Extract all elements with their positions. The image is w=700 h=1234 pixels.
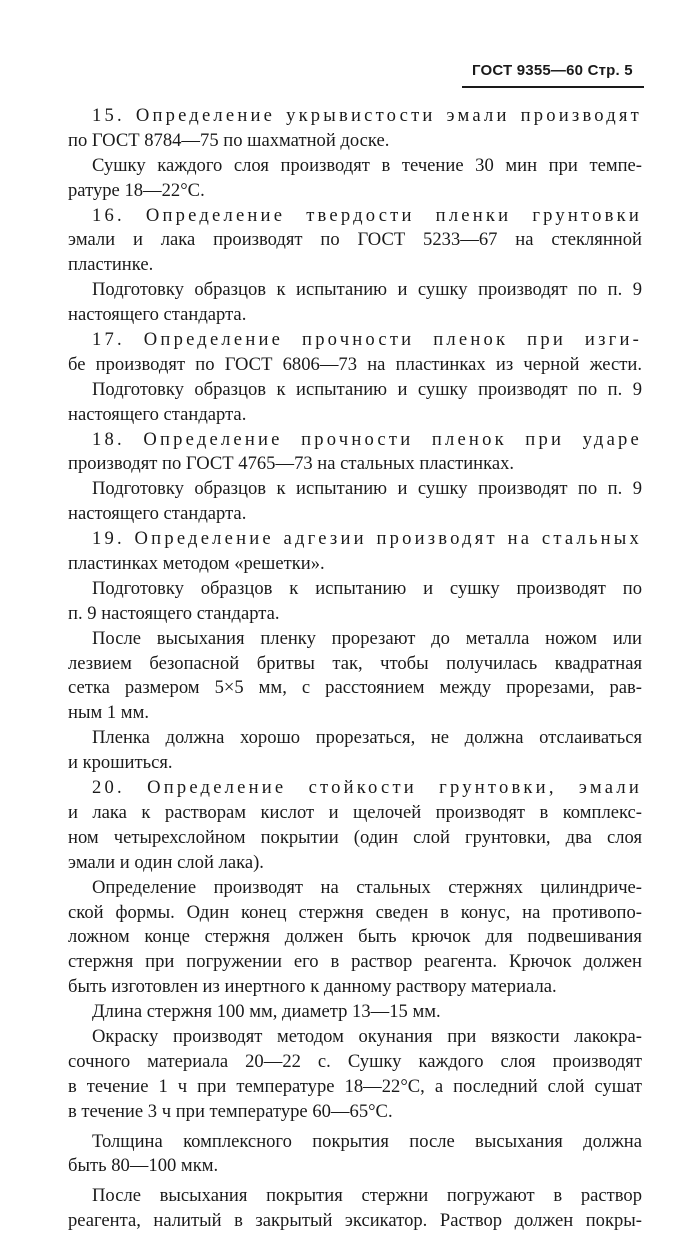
text-line: ратуре 18—22°С. [68, 179, 205, 201]
text-line: в течение 3 ч при температуре 60—65°С. [68, 1100, 393, 1122]
text-line: Длина стержня 100 мм, диаметр 13—15 мм. [92, 1001, 441, 1023]
text-line: пластинке. [68, 254, 154, 276]
text-line: Определение производят на стальных стержнях цилиндриче- [92, 876, 642, 898]
text-line: эмали и один слой лака). [68, 851, 264, 873]
text-line: реагента, налитый в закрытый эксикатор. Раствор должен покры- [68, 1210, 642, 1232]
text-line: быть изготовлен из инертного к данному раствору материала. [68, 976, 557, 998]
text-line: 16. Определение твердости пленки грунтовки [92, 204, 642, 226]
text-line: и лака к растворам кислот и щелочей производят в комплекс- [68, 801, 642, 823]
text-line: пластинках методом «решетки». [68, 553, 325, 575]
text-line: Подготовку образцов к испытанию и сушку производят по [92, 577, 642, 599]
text-line: 19. Определение адгезии производят на стальных [92, 528, 642, 550]
text-line: ложном конце стержня должен быть крючок для подвешивания [68, 926, 642, 948]
text-line: Подготовку образцов к испытанию и сушку производят по п. 9 [92, 378, 642, 400]
text-line: ской формы. Один конец стержня сведен в конус, на противопо- [68, 901, 642, 923]
text-line: ном четырехслойном покрытии (один слой грунтовки, два слоя [68, 826, 642, 848]
text-line: ным 1 мм. [68, 702, 149, 724]
text-line: стержня при погружении его в раствор реагента. Крючок должен [68, 951, 642, 973]
text-line: бе производят по ГОСТ 6806—73 на пластинках из черной жести. [68, 353, 642, 375]
header-rule [462, 86, 644, 88]
text-line: Сушку каждого слоя производят в течение 30 мин при темпе- [92, 154, 642, 176]
text-line: Пленка должна хорошо прорезаться, не должна отслаиваться [92, 727, 642, 749]
text-line: настоящего стандарта. [68, 503, 247, 525]
text-line: лезвием безопасной бритвы так, чтобы получилась квадратная [68, 652, 642, 674]
text-line: 20. Определение стойкости грунтовки, эмали [92, 777, 642, 799]
text-line: эмали и лака производят по ГОСТ 5233—67 на стеклянной [68, 229, 642, 251]
text-line: 17. Определение прочности пленок при изги- [92, 329, 642, 351]
text-line: сетка размером 5×5 мм, с расстоянием между прорезами, рав- [68, 677, 642, 699]
text-line: Окраску производят методом окунания при вязкости лакокра- [92, 1025, 642, 1047]
text-line: производят по ГОСТ 4765—73 на стальных пластинках. [68, 453, 515, 475]
document-body [68, 104, 642, 1234]
text-line: по ГОСТ 8784—75 по шахматной доске. [68, 129, 390, 151]
text-line: настоящего стандарта. [68, 304, 247, 326]
text-line: быть 80—100 мкм. [68, 1155, 219, 1177]
text-line: и крошиться. [68, 752, 173, 774]
page-header: ГОСТ 9355—60 Стр. 5 [472, 62, 633, 79]
text-line: 15. Определение укрывистости эмали производят [92, 105, 642, 126]
text-line: в течение 1 ч при температуре 18—22°С, а последний слой сушат [68, 1075, 642, 1097]
text-line: После высыхания пленку прорезают до металла ножом или [92, 627, 642, 649]
text-line: Подготовку образцов к испытанию и сушку производят по п. 9 [92, 279, 642, 301]
text-line: п. 9 настоящего стандарта. [68, 602, 280, 624]
text-line: Подготовку образцов к испытанию и сушку производят по п. 9 [92, 478, 642, 500]
text-line: После высыхания покрытия стержни погружают в раствор [92, 1185, 642, 1207]
text-line: настоящего стандарта. [68, 403, 247, 425]
text-line: 18. Определение прочности пленок при ударе [92, 428, 642, 450]
text-line: сочного материала 20—22 с. Сушку каждого слоя производят [68, 1050, 642, 1072]
text-line: Толщина комплексного покрытия после высыхания должна [92, 1130, 642, 1152]
